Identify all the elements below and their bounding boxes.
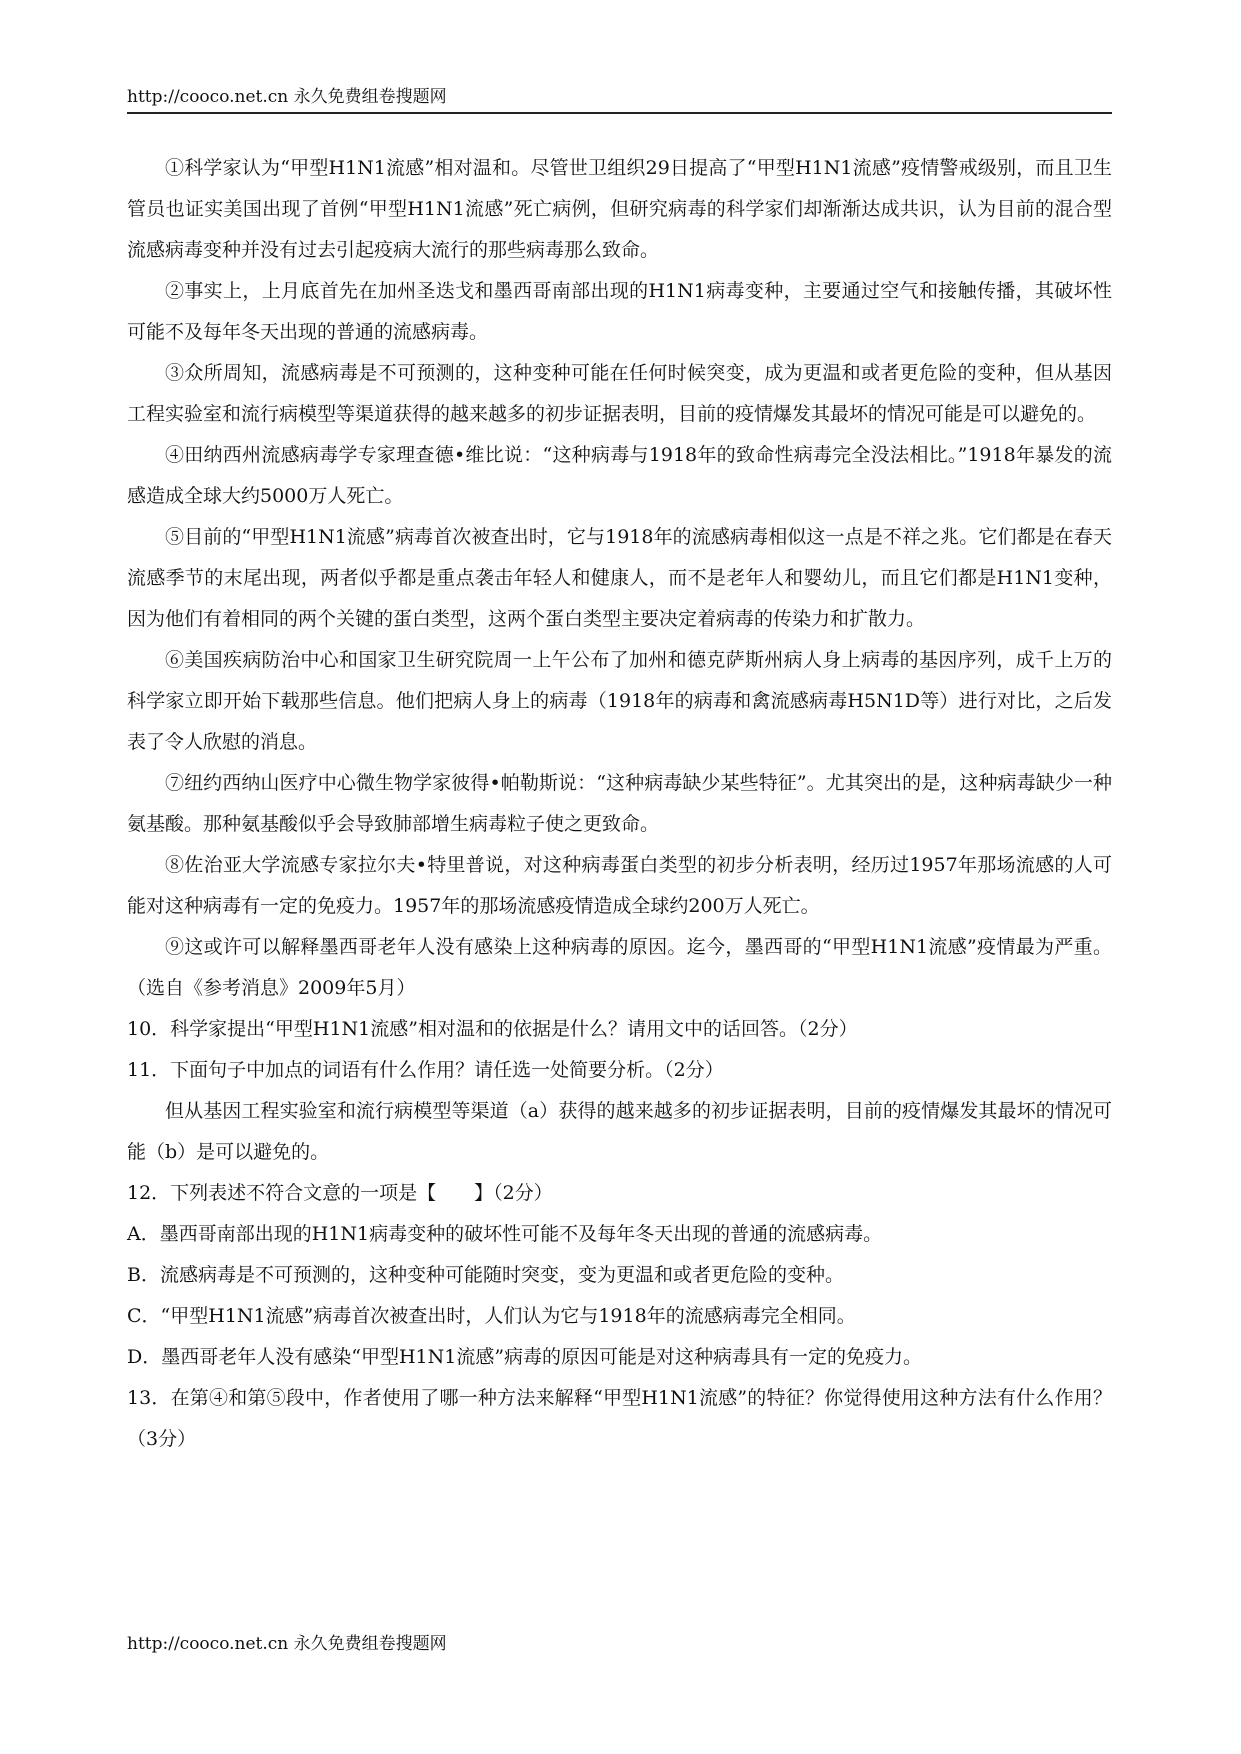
footer-text: http://cooco.net.cn 永久免费组卷搜题网 xyxy=(127,1634,447,1654)
paragraph-1: ①科学家认为“甲型H1N1流感”相对温和。尽管世卫组织29日提高了“甲型H1N1流感”疫情警戒级别，而且卫生管员也证实美国出现了首例“甲型H1N1流感”死亡病例，但研究病毒的科学家们却渐渐达成共识，认为目前的混合型流感病毒变种并没有过去引起疫病大流行的那些病毒那么致命。 xyxy=(127,157,1112,261)
question-11: 11．下面句子中加点的词语有什么作用？请任选一处简要分析。（2分） xyxy=(127,1059,724,1081)
paragraph-9: ⑨这或许可以解释墨西哥老年人没有感染上这种病毒的原因。迄今，墨西哥的“甲型H1N1流感”疫情最为严重。（选自《参考消息》2009年5月） xyxy=(127,936,1112,999)
document-body xyxy=(127,148,1112,1460)
paragraph-7: ⑦纽约西纳山医疗中心微生物学家彼得•帕勒斯说：“这种病毒缺少某些特征”。尤其突出的是，这种病毒缺少一种氨基酸。那种氨基酸似乎会导致肺部增生病毒粒子使之更致命。 xyxy=(127,772,1112,835)
paragraph-8: ⑧佐治亚大学流感专家拉尔夫•特里普说，对这种病毒蛋白类型的初步分析表明，经历过1957年那场流感的人可能对这种病毒有一定的免疫力。1957年的那场流感疫情造成全球约200万人死亡。 xyxy=(127,854,1112,917)
page-footer xyxy=(127,1633,447,1655)
question-12-option-c: C．“甲型H1N1流感”病毒首次被查出时，人们认为它与1918年的流感病毒完全相同。 xyxy=(127,1305,856,1327)
question-13: 13．在第④和第⑤段中，作者使用了哪一种方法来解释“甲型H1N1流感”的特征？你觉得使用这种方法有什么作用？（3分） xyxy=(127,1387,1112,1450)
paragraph-4: ④田纳西州流感病毒学专家理查德•维比说：“这种病毒与1918年的致命性病毒完全没法相比。”1918年暴发的流感造成全球大约5000万人死亡。 xyxy=(127,444,1112,507)
paragraph-2: ②事实上，上月底首先在加州圣迭戈和墨西哥南部出现的H1N1病毒变种，主要通过空气和接触传播，其破坏性可能不及每年冬天出现的普通的流感病毒。 xyxy=(127,280,1112,343)
question-12-option-d: D．墨西哥老年人没有感染“甲型H1N1流感”病毒的原因可能是对这种病毒具有一定的免疫力。 xyxy=(127,1346,923,1368)
paragraph-5: ⑤目前的“甲型H1N1流感”病毒首次被查出时，它与1918年的流感病毒相似这一点是不祥之兆。它们都是在春天流感季节的末尾出现，两者似乎都是重点袭击年轻人和健康人，而不是老年人和婴幼儿，而且它们都是H1N1变种，因为他们有着相同的两个关键的蛋白类型，这两个蛋白类型主要决定着病毒的传染力和扩散力。 xyxy=(127,526,1112,630)
header-text: http://cooco.net.cn 永久免费组卷搜题网 xyxy=(127,87,447,107)
paragraph-3: ③众所周知，流感病毒是不可预测的，这种变种可能在任何时候突变，成为更温和或者更危险的变种，但从基因工程实验室和流行病模型等渠道获得的越来越多的初步证据表明，目前的疫情爆发其最坏的情况可能是可以避免的。 xyxy=(127,362,1112,425)
question-12-option-a: A．墨西哥南部出现的H1N1病毒变种的破坏性可能不及每年冬天出现的普通的流感病毒。 xyxy=(127,1223,883,1245)
question-12: 12．下列表述不符合文意的一项是【 】（2分） xyxy=(127,1182,553,1204)
question-11-sentence: 但从基因工程实验室和流行病模型等渠道（a）获得的越来越多的初步证据表明，目前的疫情爆发其最坏的情况可能（b）是可以避免的。 xyxy=(127,1100,1112,1163)
question-12-option-b: B．流感病毒是不可预测的，这种变种可能随时突变，变为更温和或者更危险的变种。 xyxy=(127,1264,844,1286)
page-header xyxy=(127,86,1112,114)
paragraph-6: ⑥美国疾病防治中心和国家卫生研究院周一上午公布了加州和德克萨斯州病人身上病毒的基因序列，成千上万的科学家立即开始下载那些信息。他们把病人身上的病毒（1918年的病毒和禽流感病毒H5N1D等）进行对比，之后发表了令人欣慰的消息。 xyxy=(127,649,1112,753)
question-10: 10．科学家提出“甲型H1N1流感”相对温和的依据是什么？请用文中的话回答。（2分） xyxy=(127,1018,858,1040)
